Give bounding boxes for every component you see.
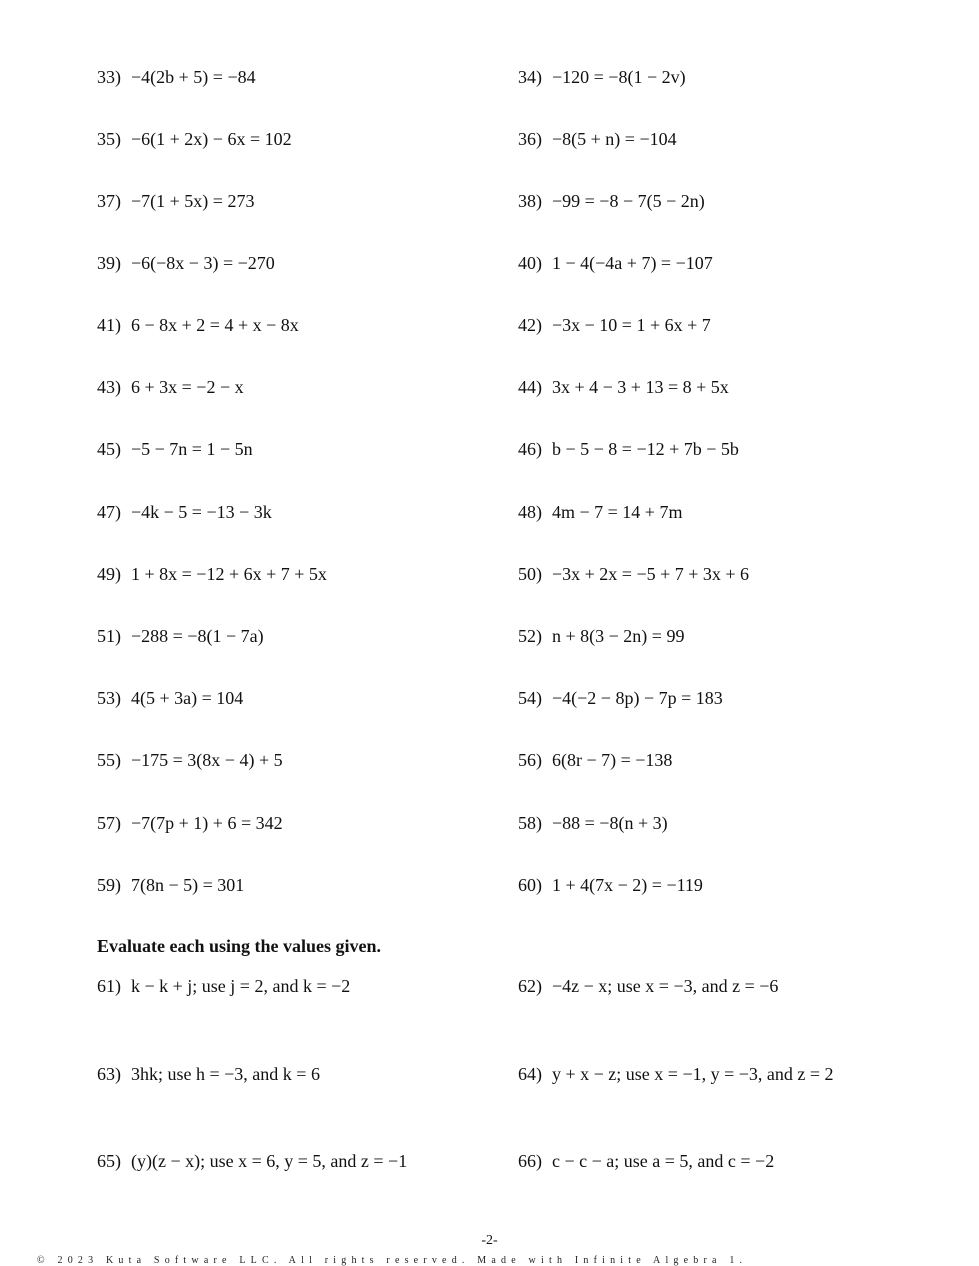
problem-expression: 6 + 3x = −2 − x	[131, 377, 244, 397]
problem-number: 59)	[97, 875, 121, 895]
problem-item	[97, 1063, 320, 1085]
problem-item	[518, 438, 739, 460]
problem-number: 65)	[97, 1151, 121, 1171]
problem-item	[97, 66, 256, 88]
problem-item	[518, 314, 711, 336]
problem-expression: −288 = −8(1 − 7a)	[131, 626, 264, 646]
problem-item	[97, 975, 350, 997]
problem-expression: c − c − a; use a = 5, and c = −2	[552, 1151, 775, 1171]
problem-expression: (y)(z − x); use x = 6, y = 5, and z = −1	[131, 1151, 408, 1171]
problem-item	[518, 975, 778, 997]
problem-number: 60)	[518, 875, 542, 895]
problem-number: 58)	[518, 813, 542, 833]
problem-expression: 1 + 8x = −12 + 6x + 7 + 5x	[131, 564, 327, 584]
problem-expression: −3x + 2x = −5 + 7 + 3x + 6	[552, 564, 750, 584]
problem-number: 33)	[97, 67, 121, 87]
page-number: -2-	[481, 1233, 498, 1248]
section-heading: Evaluate each using the values given.	[97, 936, 382, 956]
problem-item	[97, 376, 244, 398]
problem-number: 55)	[97, 750, 121, 770]
problem-expression: −4(2b + 5) = −84	[131, 67, 256, 87]
problem-expression: −7(1 + 5x) = 273	[131, 191, 255, 211]
problem-expression: −88 = −8(n + 3)	[552, 813, 668, 833]
problem-number: 44)	[518, 377, 542, 397]
problem-item	[518, 1150, 774, 1172]
problem-item	[518, 190, 705, 212]
problem-number: 64)	[518, 1064, 542, 1084]
problem-expression: −4z − x; use x = −3, and z = −6	[552, 976, 779, 996]
problem-number: 56)	[518, 750, 542, 770]
problem-item	[518, 749, 672, 771]
problem-number: 45)	[97, 439, 121, 459]
problem-item	[97, 812, 283, 834]
problem-number: 38)	[518, 191, 542, 211]
problem-expression: 6 − 8x + 2 = 4 + x − 8x	[131, 315, 299, 335]
problem-number: 47)	[97, 502, 121, 522]
problem-expression: 1 + 4(7x − 2) = −119	[552, 875, 703, 895]
problem-number: 41)	[97, 315, 121, 335]
problem-expression: −5 − 7n = 1 − 5n	[131, 439, 253, 459]
problem-number: 66)	[518, 1151, 542, 1171]
problem-number: 63)	[97, 1064, 121, 1084]
problem-item	[97, 128, 292, 150]
problem-expression: 4m − 7 = 14 + 7m	[552, 502, 683, 522]
problem-item	[97, 874, 244, 896]
problem-item	[97, 687, 243, 709]
problem-item	[518, 376, 729, 398]
problem-expression: k − k + j; use j = 2, and k = −2	[131, 976, 351, 996]
problem-number: 62)	[518, 976, 542, 996]
problem-number: 50)	[518, 564, 542, 584]
problem-item	[518, 252, 713, 274]
problem-expression: 7(8n − 5) = 301	[131, 875, 245, 895]
problem-item	[518, 812, 668, 834]
problem-item	[97, 190, 254, 212]
problem-expression: n + 8(3 − 2n) = 99	[552, 626, 685, 646]
problem-number: 53)	[97, 688, 121, 708]
problem-number: 42)	[518, 315, 542, 335]
problem-expression: b − 5 − 8 = −12 + 7b − 5b	[552, 439, 739, 459]
problem-number: 49)	[97, 564, 121, 584]
problem-number: 46)	[518, 439, 542, 459]
problem-item	[97, 625, 264, 647]
problem-expression: 3x + 4 − 3 + 13 = 8 + 5x	[552, 377, 729, 397]
problem-expression: 6(8r − 7) = −138	[552, 750, 673, 770]
problem-expression: −99 = −8 − 7(5 − 2n)	[552, 191, 705, 211]
problem-expression: −8(5 + n) = −104	[552, 129, 677, 149]
problem-number: 37)	[97, 191, 121, 211]
copyright-footer: © 2023 Kuta Software LLC. All rights reserved. Made with Infinite Algebra 1.	[37, 1255, 748, 1266]
problem-expression: −4k − 5 = −13 − 3k	[131, 502, 272, 522]
problem-number: 40)	[518, 253, 542, 273]
problem-item	[518, 128, 677, 150]
problem-item	[97, 314, 299, 336]
problem-number: 43)	[97, 377, 121, 397]
problem-expression: −7(7p + 1) + 6 = 342	[131, 813, 283, 833]
problem-item	[97, 438, 253, 460]
problem-expression: −6(−8x − 3) = −270	[131, 253, 275, 273]
problem-number: 36)	[518, 129, 542, 149]
problem-expression: −120 = −8(1 − 2v)	[552, 67, 686, 87]
problem-number: 39)	[97, 253, 121, 273]
problem-item	[518, 66, 686, 88]
problem-expression: y + x − z; use x = −1, y = −3, and z = 2	[552, 1064, 834, 1084]
problem-item	[518, 687, 723, 709]
problem-item	[97, 252, 275, 274]
problem-expression: −6(1 + 2x) − 6x = 102	[131, 129, 292, 149]
problem-expression: 1 − 4(−4a + 7) = −107	[552, 253, 713, 273]
problem-number: 48)	[518, 502, 542, 522]
problem-expression: −3x − 10 = 1 + 6x + 7	[552, 315, 711, 335]
problem-number: 54)	[518, 688, 542, 708]
problem-item	[518, 625, 684, 647]
problem-expression: −175 = 3(8x − 4) + 5	[131, 750, 283, 770]
problem-item	[518, 501, 682, 523]
problem-item	[518, 563, 749, 585]
problem-item	[97, 501, 272, 523]
problem-expression: −4(−2 − 8p) − 7p = 183	[552, 688, 723, 708]
problem-number: 61)	[97, 976, 121, 996]
problem-item	[518, 1063, 834, 1085]
problem-item	[97, 749, 283, 771]
problem-number: 34)	[518, 67, 542, 87]
problem-item	[97, 1150, 407, 1172]
problem-number: 52)	[518, 626, 542, 646]
problem-expression: 3hk; use h = −3, and k = 6	[131, 1064, 320, 1084]
problem-item	[518, 874, 703, 896]
problem-item	[97, 563, 327, 585]
problem-number: 51)	[97, 626, 121, 646]
problem-number: 57)	[97, 813, 121, 833]
problem-number: 35)	[97, 129, 121, 149]
problem-expression: 4(5 + 3a) = 104	[131, 688, 244, 708]
